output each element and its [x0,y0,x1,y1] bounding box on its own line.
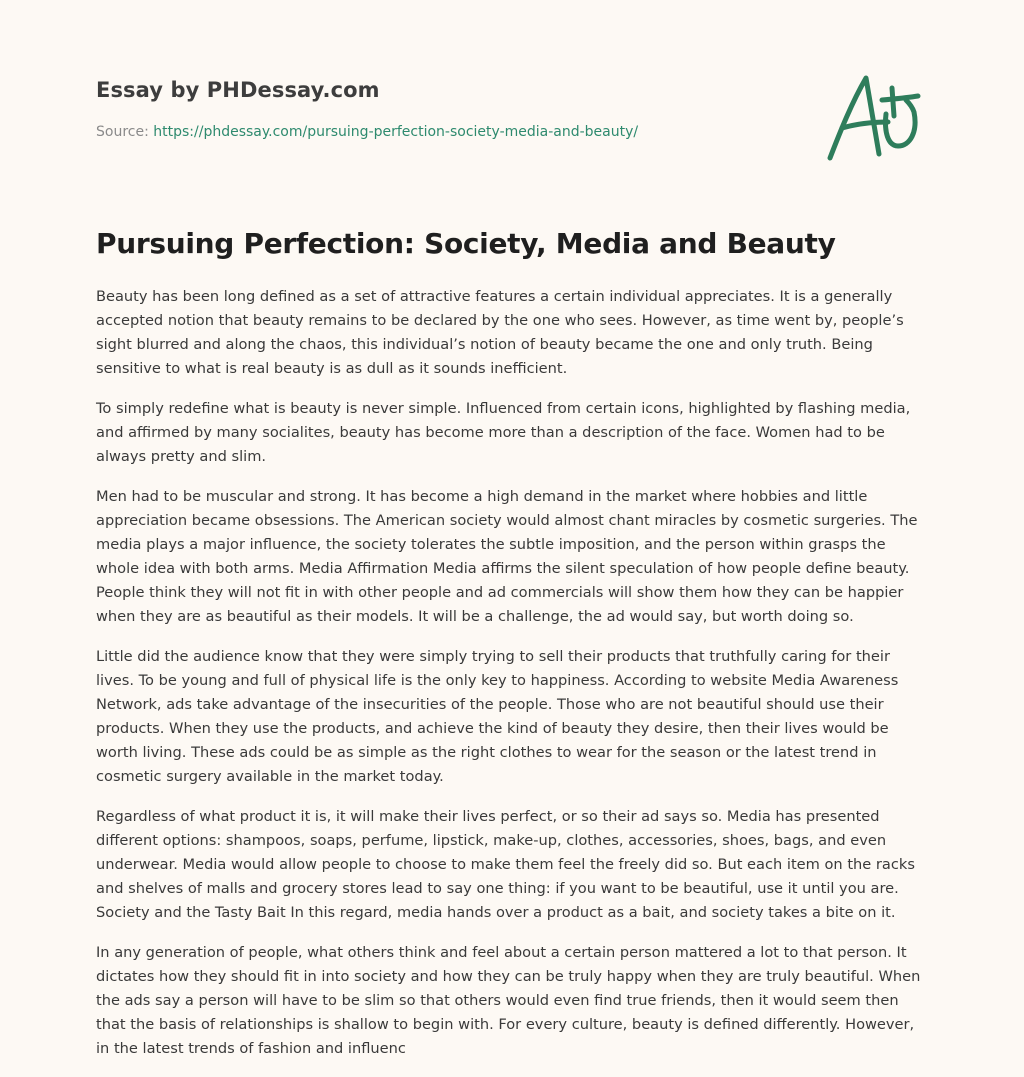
essay-title: Pursuing Perfection: Society, Media and Beauty [96,227,836,260]
page-header [96,76,796,141]
essay-paragraph: Regardless of what product it is, it will make their lives perfect, or so their ad says so. Media has presented different options: shampoos, soaps, perfume, lipstick, make-up, clothes, accessories, shoes, bags, and even underwear. Media would allow people to choose to make them feel the freely did so. But each item on the racks and shelves of malls and grocery stores lead to say one thing: if you want to be beautiful, use it until you are. Society and the Tasty Bait In this regard, media hands over a product as a bait, and society takes a bite on it. [96,808,915,921]
essay-paragraph: Men had to be muscular and strong. It has become a high demand in the market where hobbies and little appreciation became obsessions. The American society would almost chant miracles by cosmetic surgeries. The media plays a major influence, the society tolerates the subtle imposition, and the person within grasps the whole idea with both arms. Media Affirmation Media affirms the silent speculation of how people define beauty. People think they will not fit in with other people and ad commercials will show them how they can be happier when they are as beautiful as their models. It will be a challenge, the ad would say, but worth doing so. [96,488,918,625]
source-line [96,123,796,141]
essay-paragraph: To simply redefine what is beauty is never simple. Influenced from certain icons, highlighted by flashing media, and affirmed by many socialites, beauty has become more than a description of the face. Women had to be always pretty and slim. [96,400,911,465]
essay-body [96,285,928,1077]
essay-paragraph: Beauty has been long defined as a set of attractive features a certain individual appreciates. It is a generally accepted notion that beauty remains to be declared by the one who sees. However, as time went by, people’s sight blurred and along the chaos, this individual’s notion of beauty became the one and only truth. Being sensitive to what is real beauty is as dull as it sounds inefficient. [96,288,904,377]
a-plus-icon [822,66,928,166]
site-brand: Essay by PHDessay.com [96,78,380,102]
essay-paragraph: In any generation of people, what others think and feel about a certain person mattered a lot to that person. It dictates how they should fit in into society and how they can be truly happy when they are truly beautiful. When the ads say a person will have to be slim so that others would even find true friends, then it would seem then that the basis of relationships is shallow to begin with. For every culture, beauty is defined differently. However, in the latest trends of fashion and influenc [96,944,921,1057]
source-link[interactable]: https://phdessay.com/pursuing-perfection-society-media-and-beauty/ [153,124,639,140]
essay-paragraph: Little did the audience know that they were simply trying to sell their products that truthfully caring for their lives. To be young and full of physical life is the only key to happiness. According to website Media Awareness Network, ads take advantage of the insecurities of the people. Those who are not beautiful should use their products. When they use the products, and achieve the kind of beauty they desire, then their lives would be worth living. These ads could be as simple as the right clothes to wear for the season or the latest trend in cosmetic surgery available in the market today. [96,648,899,785]
source-label: Source: [96,124,154,140]
